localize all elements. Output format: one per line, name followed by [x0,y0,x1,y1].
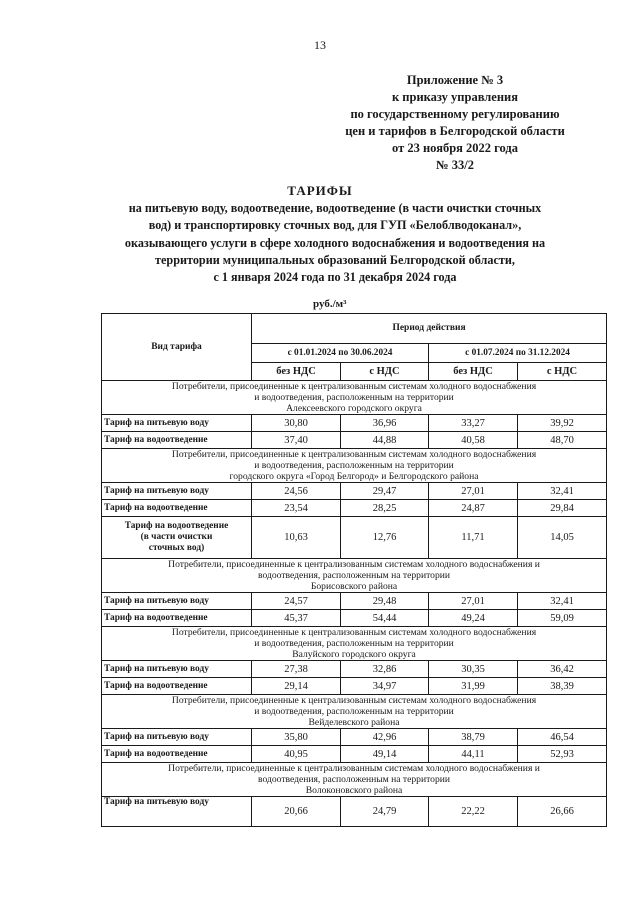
tariff-kind-cell [102,746,252,763]
tariff-value-cell: 49,14 [341,746,429,763]
tariff-value-cell: 33,27 [429,415,518,432]
tariff-kind-line: Тариф на водоотведение [104,612,208,623]
tariff-value-cell: 35,80 [252,729,341,746]
column-header-vat: с НДС [518,363,607,381]
document-title: ТАРИФЫ [287,183,353,198]
tariff-value-cell: 29,48 [341,593,429,610]
group-header-line: Потребители, присоединенные к централизованным системам холодного водоснабжения и [168,763,540,774]
tariff-value-cell: 14,05 [518,517,607,559]
group-header-line: и водоотведения, расположенным на территории [254,706,454,717]
group-header-line: Волоконовского района [305,785,403,796]
column-header-tariff-kind: Вид тарифа [102,314,252,381]
tariff-kind-cell [102,729,252,746]
tariff-value-cell: 38,39 [518,678,607,695]
group-row [102,627,607,661]
group-header-line: и водоотведения, расположенным на территории [254,392,454,403]
tariff-kind-line: (в части очистки [140,532,213,542]
column-header-vat: без НДС [252,363,341,381]
tariff-value-cell: 32,86 [341,661,429,678]
tariff-value-cell: 12,76 [341,517,429,559]
tariff-value-cell: 29,14 [252,678,341,695]
tariff-value-cell: 49,24 [429,610,518,627]
table-row [102,500,607,517]
tariff-kind-line: Тариф на водоотведение [124,521,229,531]
tariff-value-cell: 28,25 [341,500,429,517]
group-header-line: Потребители, присоединенные к централизованным системам холодного водоснабжения [171,695,537,706]
table-row [102,678,607,695]
tariff-value-cell: 24,56 [252,483,341,500]
group-header-line: и водоотведения, расположенным на территории [254,460,454,471]
tariff-kind-cell [102,517,252,559]
subtitle-line: оказывающего услуги в сфере холодного водоснабжения и водоотведения на [124,235,546,250]
tariff-value-cell: 36,96 [341,415,429,432]
tariff-kind-cell [102,500,252,517]
group-header [102,763,607,797]
group-row [102,695,607,729]
group-header [102,559,607,593]
table-row [102,432,607,449]
tariff-kind-line: Тариф на питьевую воду [104,485,209,496]
tariff-value-cell: 23,54 [252,500,341,517]
group-header [102,627,607,661]
tariff-kind-cell [102,415,252,432]
tariff-value-cell: 54,44 [341,610,429,627]
group-header-line: Алексеевского городского округа [286,403,422,414]
group-row [102,449,607,483]
tariff-value-cell: 44,88 [341,432,429,449]
tariff-value-cell: 32,41 [518,483,607,500]
group-header-line: Валуйского городского округа [292,649,416,660]
group-header-line: Потребители, присоединенные к централизованным системам холодного водоснабжения [171,381,537,392]
appendix-line: № 33/2 [436,158,474,172]
appendix-line: цен и тарифов в Белгородской области [345,124,565,138]
group-header-line: Потребители, присоединенные к централизованным системам холодного водоснабжения [171,627,537,638]
group-row [102,559,607,593]
tariff-kind-line: Тариф на водоотведение [104,748,208,759]
group-header-line: Потребители, присоединенные к централизованным системам холодного водоснабжения [171,449,537,460]
tariff-value-cell: 39,92 [518,415,607,432]
tariff-value-cell: 32,41 [518,593,607,610]
tariff-kind-cell [102,797,252,827]
unit-label: руб./м³ [313,298,347,310]
tariff-value-cell: 37,40 [252,432,341,449]
subtitle-line: территории муниципальных образований Белгородской области, [155,252,515,267]
group-header-line: городского округа «Город Белгород» и Белгородского района [229,471,479,482]
group-header-line: Вейделевского района [308,717,400,728]
table-header [102,314,607,381]
column-header-vat: без НДС [429,363,518,381]
appendix-line: Приложение № 3 [406,73,504,87]
subtitle-line: вод) и транспортировку сточных вод, для ГУП «Белоблводоканал», [148,218,522,233]
tariff-value-cell: 11,71 [429,517,518,559]
table-row [102,729,607,746]
appendix-line: по государственному регулированию [350,107,560,121]
table-row [102,517,607,559]
tariff-value-cell: 27,38 [252,661,341,678]
tariff-value-cell: 27,01 [429,483,518,500]
tariff-kind-line: сточных вод) [148,543,205,553]
table-row [102,797,607,827]
tariff-kind-cell [102,432,252,449]
tariff-kind-line: Тариф на питьевую воду [104,797,209,807]
group-header [102,695,607,729]
tariff-kind-line: Тариф на водоотведение [104,502,208,513]
group-header-line: Борисовского района [310,581,398,592]
tariff-kind-line: Тариф на питьевую воду [104,417,209,428]
column-header-vat: с НДС [341,363,429,381]
page-number: 13 [314,38,326,52]
group-header-line: Потребители, присоединенные к централизованным системам холодного водоснабжения и [168,559,540,570]
group-header [102,449,607,483]
table-body [102,381,607,827]
group-header-line: водоотведения, расположенным на территории [257,570,451,581]
tariff-kind-cell [102,483,252,500]
table-row [102,661,607,678]
tariff-value-cell: 40,95 [252,746,341,763]
document-subtitle [78,200,592,286]
table-row [102,593,607,610]
appendix-line: от 23 ноября 2022 года [392,141,518,155]
tariff-value-cell: 48,70 [518,432,607,449]
tariff-kind-cell [102,678,252,695]
tariff-value-cell: 30,80 [252,415,341,432]
table-row [102,483,607,500]
group-header-line: водоотведения, расположенным на территории [257,774,451,785]
tariff-value-cell: 31,99 [429,678,518,695]
tariff-kind-cell [102,610,252,627]
tariff-value-cell: 24,57 [252,593,341,610]
group-header-line: и водоотведения, расположенным на территории [254,638,454,649]
tariff-value-cell: 40,58 [429,432,518,449]
tariff-value-cell: 44,11 [429,746,518,763]
group-row [102,763,607,797]
tariff-value-cell: 29,84 [518,500,607,517]
tariff-value-cell: 22,22 [429,797,518,827]
tariff-value-cell: 10,63 [252,517,341,559]
tariff-value-cell: 24,79 [341,797,429,827]
tariff-kind-line: Тариф на питьевую воду [104,595,209,606]
tariff-kind-line: Тариф на водоотведение [104,434,208,445]
tariff-value-cell: 20,66 [252,797,341,827]
group-row [102,381,607,415]
tariff-value-cell: 26,66 [518,797,607,827]
tariff-value-cell: 24,87 [429,500,518,517]
table-row [102,610,607,627]
tariff-value-cell: 59,09 [518,610,607,627]
appendix-block [330,72,580,174]
tariff-value-cell: 34,97 [341,678,429,695]
column-header-period-1: с 01.01.2024 по 30.06.2024 [252,343,429,363]
tariff-kind-line: Тариф на водоотведение [104,680,208,691]
tariff-kind-cell [102,661,252,678]
tariff-table [101,313,607,827]
tariff-kind-cell [102,593,252,610]
subtitle-line: с 1 января 2024 года по 31 декабря 2024 года [213,270,457,285]
tariff-value-cell: 46,54 [518,729,607,746]
tariff-value-cell: 52,93 [518,746,607,763]
tariff-value-cell: 45,37 [252,610,341,627]
table-row [102,746,607,763]
subtitle-line: на питьевую воду, водоотведение, водоотведение (в части очистки сточных [128,201,542,215]
tariff-value-cell: 27,01 [429,593,518,610]
tariff-value-cell: 42,96 [341,729,429,746]
column-header-period-2: с 01.07.2024 по 31.12.2024 [429,343,607,363]
tariff-kind-line: Тариф на питьевую воду [104,663,209,674]
tariff-value-cell: 36,42 [518,661,607,678]
tariff-value-cell: 30,35 [429,661,518,678]
tariff-value-cell: 29,47 [341,483,429,500]
group-header [102,381,607,415]
tariff-value-cell: 38,79 [429,729,518,746]
tariff-kind-line: Тариф на питьевую воду [104,731,209,742]
column-header-period: Период действия [252,314,607,344]
appendix-line: к приказу управления [391,90,519,104]
table-row [102,415,607,432]
